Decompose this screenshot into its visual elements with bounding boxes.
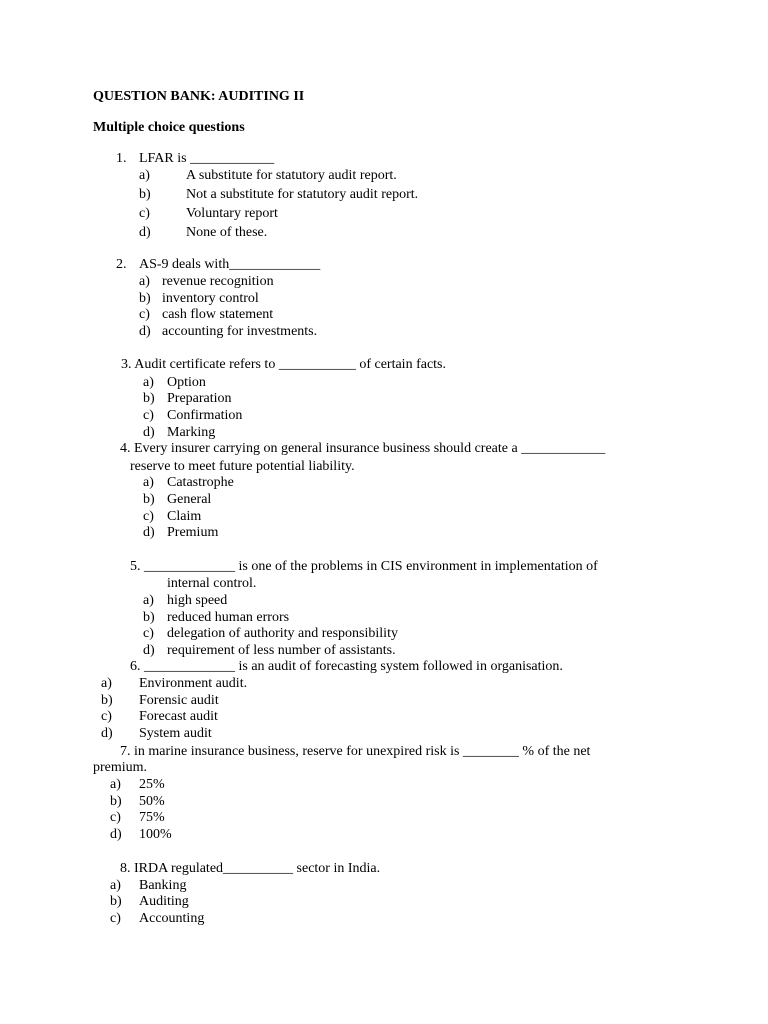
- question-text: 7. in marine insurance business, reserve for unexpired risk is ________ % of the net: [120, 744, 591, 759]
- section-heading: Multiple choice questions: [93, 120, 245, 135]
- option-text: System audit: [139, 726, 212, 741]
- option-text: accounting for investments.: [162, 324, 318, 339]
- option-letter: d): [139, 324, 151, 339]
- option-letter: b): [110, 794, 122, 809]
- option-letter: b): [139, 291, 151, 306]
- question-text-continued: premium.: [93, 760, 148, 775]
- option-text: Option: [167, 375, 206, 390]
- option-letter: b): [139, 187, 151, 202]
- option-letter: a): [139, 274, 150, 289]
- option-text: cash flow statement: [162, 307, 274, 322]
- option-text: 100%: [139, 827, 172, 842]
- option-letter: d): [101, 726, 113, 741]
- option-letter: d): [139, 225, 151, 240]
- question-text-continued: internal control.: [167, 576, 257, 591]
- question-text: LFAR is ____________: [139, 151, 275, 166]
- option-letter: b): [101, 693, 113, 708]
- option-text: reduced human errors: [167, 610, 290, 625]
- option-letter: a): [110, 777, 121, 792]
- option-text: Preparation: [167, 391, 232, 406]
- question-number: 2.: [116, 257, 127, 272]
- option-text: Not a substitute for statutory audit report.: [186, 187, 419, 202]
- option-letter: d): [143, 525, 155, 540]
- option-text: Voluntary report: [186, 206, 278, 221]
- option-text: high speed: [167, 593, 228, 608]
- option-text: Claim: [167, 509, 202, 524]
- option-letter: c): [139, 206, 150, 221]
- option-text: Catastrophe: [167, 475, 234, 490]
- option-letter: c): [143, 626, 154, 641]
- option-text: Confirmation: [167, 408, 243, 423]
- option-letter: b): [110, 894, 122, 909]
- option-text: Forensic audit: [139, 693, 219, 708]
- question-text: 5. _____________ is one of the problems in CIS environment in implementation of: [130, 559, 598, 574]
- option-text: Banking: [139, 878, 187, 893]
- option-letter: a): [143, 593, 154, 608]
- option-letter: d): [143, 425, 155, 440]
- option-text: revenue recognition: [162, 274, 274, 289]
- option-text: Accounting: [139, 911, 205, 926]
- option-letter: c): [143, 509, 154, 524]
- question-text-continued: reserve to meet future potential liability.: [130, 459, 355, 474]
- option-letter: c): [139, 307, 150, 322]
- option-text: 50%: [139, 794, 165, 809]
- option-letter: b): [143, 492, 155, 507]
- option-text: Auditing: [139, 894, 189, 909]
- option-text: delegation of authority and responsibility: [167, 626, 398, 641]
- option-letter: b): [143, 610, 155, 625]
- question-text: 3. Audit certificate refers to ___________ of certain facts.: [121, 357, 446, 372]
- option-letter: c): [110, 911, 121, 926]
- question-text: AS-9 deals with_____________: [139, 257, 321, 272]
- option-letter: d): [143, 643, 155, 658]
- option-letter: d): [110, 827, 122, 842]
- option-letter: a): [143, 375, 154, 390]
- option-text: Premium: [167, 525, 219, 540]
- option-text: Forecast audit: [139, 709, 218, 724]
- option-text: requirement of less number of assistants.: [167, 643, 396, 658]
- option-letter: a): [110, 878, 121, 893]
- option-text: General: [167, 492, 212, 507]
- option-text: Marking: [167, 425, 216, 440]
- option-text: inventory control: [162, 291, 259, 306]
- option-letter: c): [101, 709, 112, 724]
- question-text: 4. Every insurer carrying on general insurance business should create a ____________: [120, 441, 606, 456]
- option-letter: a): [143, 475, 154, 490]
- question-text: 8. IRDA regulated__________ sector in India.: [120, 861, 381, 876]
- option-text: Environment audit.: [139, 676, 248, 691]
- question-number: 1.: [116, 151, 127, 166]
- option-letter: a): [101, 676, 112, 691]
- option-letter: b): [143, 391, 155, 406]
- question-text: 6. _____________ is an audit of forecasting system followed in organisation.: [130, 659, 563, 674]
- option-text: 25%: [139, 777, 165, 792]
- option-letter: a): [139, 168, 150, 183]
- option-letter: c): [143, 408, 154, 423]
- option-text: 75%: [139, 810, 165, 825]
- option-letter: c): [110, 810, 121, 825]
- page-title: QUESTION BANK: AUDITING II: [93, 89, 305, 104]
- option-text: None of these.: [186, 225, 268, 240]
- option-text: A substitute for statutory audit report.: [186, 168, 397, 183]
